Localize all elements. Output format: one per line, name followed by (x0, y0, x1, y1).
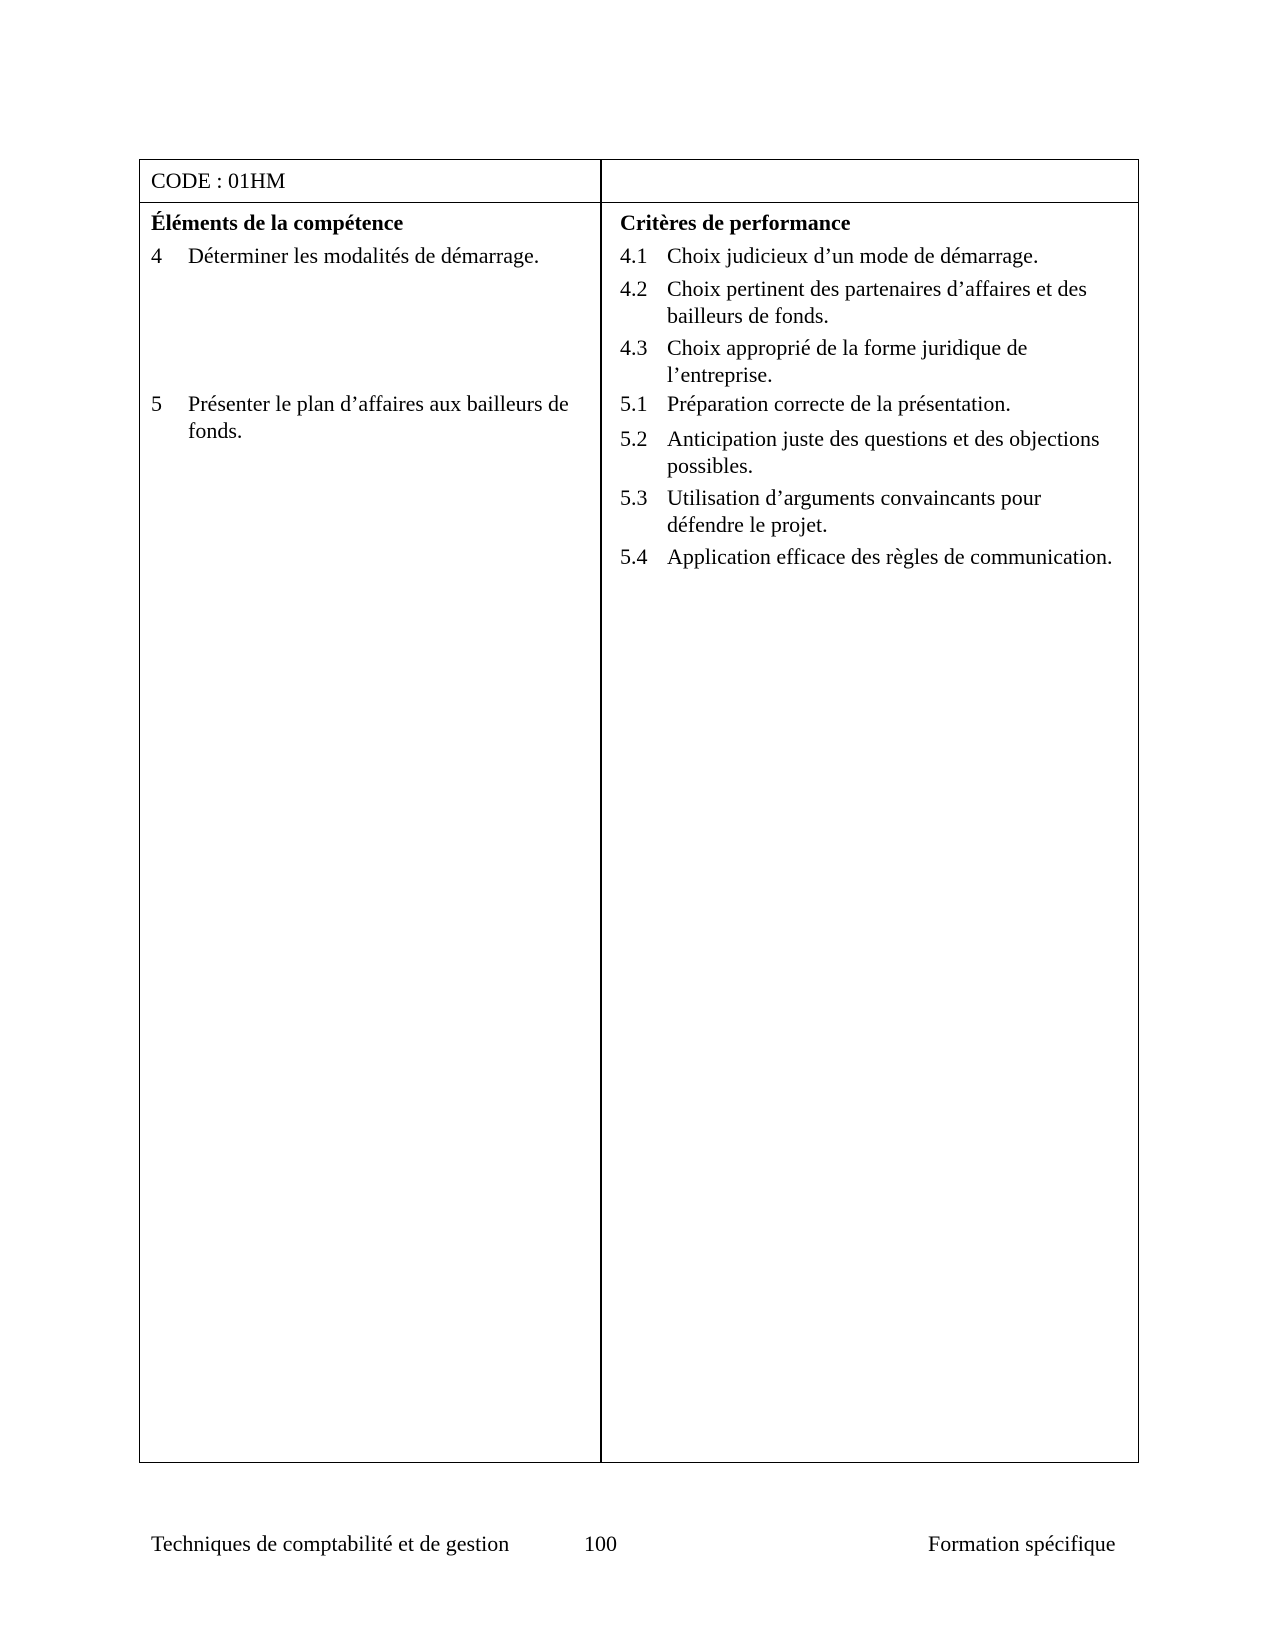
criterion-number: 5.1 (620, 391, 648, 416)
footer-program-title: Techniques de comptabilité et de gestion (151, 1531, 510, 1556)
criteria-heading: Critères de performance (620, 210, 851, 235)
footer-section-title: Formation spécifique (928, 1531, 1116, 1556)
criterion-number: 4.3 (620, 335, 648, 360)
criterion-text: Choix judicieux d’un mode de démarrage. (667, 243, 1039, 268)
criterion-number: 4.1 (620, 243, 648, 268)
criterion-number: 5.3 (620, 485, 648, 510)
elements-heading: Éléments de la compétence (151, 210, 404, 235)
code-label: CODE : 01HM (151, 168, 286, 193)
element-text: Présenter le plan d’affaires aux bailleurs de fonds. (188, 391, 569, 443)
criterion-text: Préparation correcte de la présentation. (667, 391, 1011, 416)
criterion-text: Utilisation d’arguments convaincants pour défendre le projet. (667, 485, 1042, 537)
column-divider (600, 159, 602, 1463)
criterion-number: 4.2 (620, 276, 648, 301)
element-text: Déterminer les modalités de démarrage. (188, 243, 540, 268)
element-number: 4 (151, 243, 162, 268)
criterion-text: Anticipation juste des questions et des objections possibles. (667, 426, 1100, 478)
header-row-divider (139, 202, 1139, 203)
criterion-text: Application efficace des règles de communication. (667, 544, 1113, 569)
criterion-number: 5.2 (620, 426, 648, 451)
footer-page-number: 100 (584, 1531, 617, 1556)
criterion-text: Choix pertinent des partenaires d’affaires et des bailleurs de fonds. (667, 276, 1087, 328)
element-number: 5 (151, 391, 162, 416)
criterion-number: 5.4 (620, 544, 648, 569)
criterion-text: Choix approprié de la forme juridique de l’entreprise. (667, 335, 1028, 387)
